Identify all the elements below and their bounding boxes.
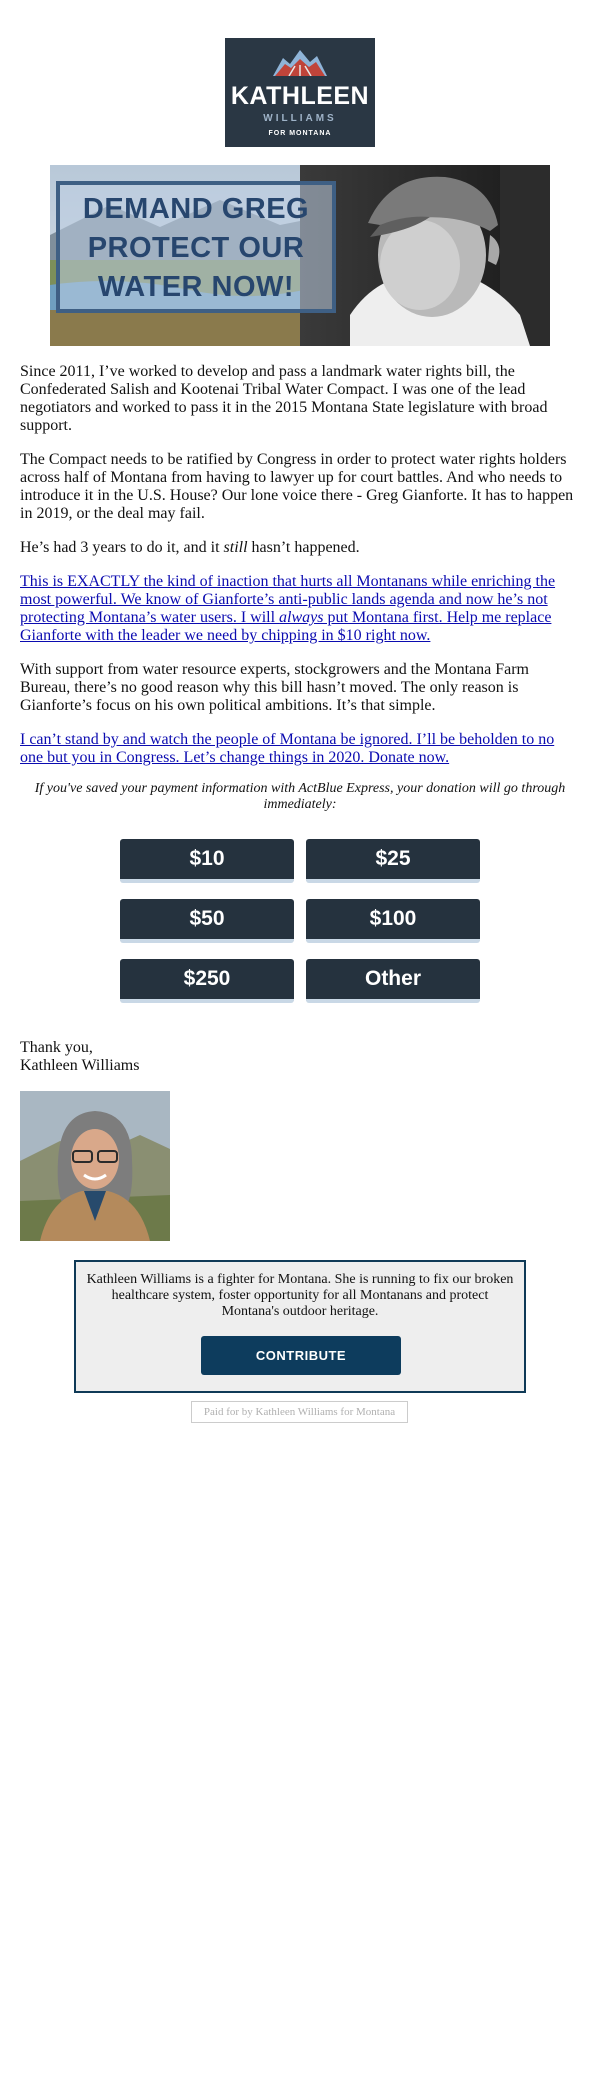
paragraph-compact-ratification: The Compact needs to be ratified by Congress in order to protect water rights holders across half of Montana from having to lawyer up for court battles. And who needs to introduce it in the U.S. House? Our lone voice there - Greg Gianforte. It has to happen in 2019, or the deal may fail. — [20, 451, 574, 522]
logo-tagline: FOR MONTANA — [268, 130, 332, 137]
signoff-thanks: Thank you, — [20, 1039, 93, 1056]
donate-25-button[interactable]: $25 — [306, 839, 480, 883]
paragraph-donate-link-1 — [20, 573, 580, 645]
hero-headline-line-1: DEMAND GREG — [82, 193, 310, 225]
p3-emphasis: still — [223, 539, 248, 556]
link1-emphasis: always — [279, 609, 324, 626]
actblue-express-note: If you've saved your payment information with ActBlue Express, your donation will go through immediately: — [34, 781, 566, 812]
hero-headline-line-3: WATER NOW! — [97, 271, 295, 303]
candidate-photo — [20, 1091, 170, 1241]
link1-text-before: This is EXACTLY the kind of inaction that hurts all Montanans while enriching the most powerful. We know of Gianforte’s anti-public lands agenda and now he’s not protecting Montana’s water users. I will — [20, 573, 556, 626]
paragraph-still-not-happened — [20, 539, 580, 557]
candidate-info-box — [74, 1260, 526, 1393]
paid-for-disclaimer: Paid for by Kathleen Williams for Montana — [191, 1401, 408, 1423]
campaign-logo[interactable] — [225, 38, 375, 147]
logo-name: KATHLEEN — [230, 82, 370, 110]
p3-text-before: He’s had 3 years to do it, and it — [20, 539, 224, 556]
mountain-logo-icon — [273, 50, 327, 76]
donate-10-button[interactable]: $10 — [120, 839, 294, 883]
signoff — [20, 1039, 139, 1075]
paragraph-compact-history: Since 2011, I’ve worked to develop and pass a landmark water rights bill, the Confederated Salish and Kootenai Tribal Water Compact. I was one of the lead negotiators and worked to pass it in the 2015 Montana State legislature with broad support. — [20, 363, 548, 434]
paragraph-support: With support from water resource experts, stockgrowers and the Montana Farm Bureau, there’s no good reason why this bill hasn’t moved. The only reason is Gianforte’s focus on his own political ambitions. It’s that simple. — [20, 661, 529, 714]
link1-text-after: put Montana first. Help me replace Gianforte with the leader we need by chipping in $10 right now. — [20, 609, 552, 644]
donate-100-button[interactable]: $100 — [306, 899, 480, 943]
hero-banner[interactable] — [50, 165, 550, 346]
donate-link-donate-now[interactable]: I can’t stand by and watch the people of Montana be ignored. I’ll be beholden to no one but you in Congress. Let’s change things in 2020. Donate now. — [20, 731, 555, 766]
paragraph-donate-link-2 — [20, 731, 580, 767]
contribute-button[interactable]: CONTRIBUTE — [201, 1336, 401, 1375]
p3-text-after: hasn’t happened. — [247, 539, 360, 556]
hero-headline-box — [56, 181, 336, 313]
donate-50-button[interactable]: $50 — [120, 899, 294, 943]
hero-headline-line-2: PROTECT OUR — [87, 232, 305, 264]
donate-link-inaction[interactable] — [20, 573, 555, 644]
signoff-name: Kathleen Williams — [20, 1057, 140, 1074]
logo-surname: WILLIAMS — [263, 113, 337, 124]
donate-250-button[interactable]: $250 — [120, 959, 294, 1003]
candidate-portrait-image — [20, 1091, 170, 1241]
candidate-blurb: Kathleen Williams is a fighter for Montana. She is running to fix our broken healthcare system, foster opportunity for all Montanans and protect Montana's outdoor heritage. — [86, 1272, 514, 1319]
donate-other-button[interactable]: Other — [306, 959, 480, 1003]
